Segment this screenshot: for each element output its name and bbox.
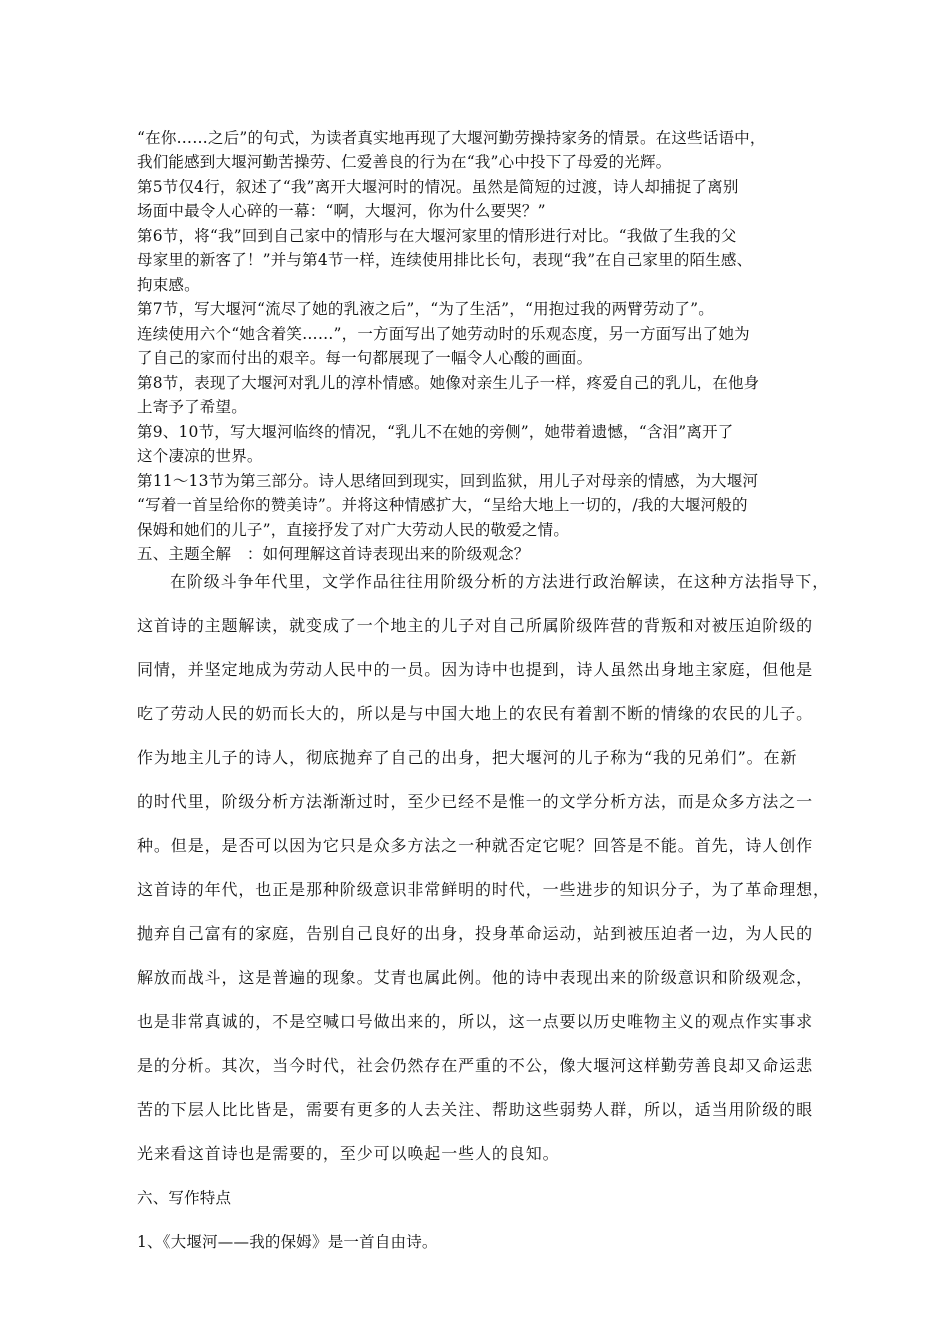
text-line: 拘束感。 bbox=[137, 276, 200, 294]
paragraph-line: 作为地主儿子的诗人，彻底抛弃了自己的出身，把大堰河的儿子称为“我的兄弟们”。在新 bbox=[137, 748, 798, 767]
paragraph-line: 苦的下层人比比皆是，需要有更多的人去关注、帮助这些弱势人群，所以，适当用阶级的眼 bbox=[137, 1100, 814, 1119]
list-item-1: 1、《大堰河——我的保姆》是一首自由诗。 bbox=[137, 1233, 438, 1251]
text-line: 保姆和她们的儿子”，直接抒发了对广大劳动人民的敬爱之情。 bbox=[137, 521, 570, 539]
text-line: 场面中最令人心碎的一幕：“啊，大堰河，你为什么要哭？” bbox=[137, 202, 546, 220]
paragraph-line: 抛弃自己富有的家庭，告别自己良好的出身，投身革命运动，站到被压迫者一边，为人民的 bbox=[137, 924, 814, 943]
paragraph-line: 这首诗的年代，也正是那种阶级意识非常鲜明的时代，一些进步的知识分子，为了革命理想， bbox=[137, 880, 830, 899]
text-line: 上寄予了希望。 bbox=[137, 398, 247, 416]
paragraph-line: 同情，并坚定地成为劳动人民中的一员。因为诗中也提到，诗人虽然出身地主家庭，但他是 bbox=[137, 660, 814, 679]
paragraph-line: 种。但是，是否可以因为它只是众多方法之一种就否定它呢？回答是不能。首先，诗人创作 bbox=[137, 836, 814, 855]
text-line: 第8节，表现了大堰河对乳儿的淳朴情感。她像对亲生儿子一样，疼爱自己的乳儿，在他身 bbox=[137, 374, 760, 392]
paragraph-line: 的时代里，阶级分析方法渐渐过时，至少已经不是惟一的文学分析方法，而是众多方法之一 bbox=[137, 792, 814, 811]
paragraph-line: 吃了劳动人民的奶而长大的，所以是与中国大地上的农民有着割不断的情缘的农民的儿子。 bbox=[137, 704, 814, 723]
section-heading-5: 五、主题全解 ：如何理解这首诗表现出来的阶级观念？ bbox=[137, 545, 530, 563]
paragraph-line: 在阶级斗争年代里，文学作品往往用阶级分析的方法进行政治解读，在这种方法指导下， bbox=[170, 572, 830, 591]
text-line: 连续使用六个“她含着笑……”，一方面写出了她劳动时的乐观态度，另一方面写出了她为 bbox=[137, 325, 750, 343]
paragraph-line: 解放而战斗，这是普遍的现象。艾青也属此例。他的诗中表现出来的阶级意识和阶级观念， bbox=[137, 968, 814, 987]
text-line: 第5节仅4行，叙述了“我”离开大堰河时的情况。虽然是简短的过渡，诗人却捕捉了离别 bbox=[137, 178, 739, 196]
section-heading-6: 六、写作特点 bbox=[137, 1189, 232, 1207]
text-line: 母家里的新客了！”并与第4节一样，连续使用排比长句，表现“我”在自己家里的陌生感、 bbox=[137, 251, 753, 269]
paragraph-line: 这首诗的主题解读，就变成了一个地主的儿子对自己所属阶级阵营的背叛和对被压迫阶级的 bbox=[137, 616, 814, 635]
text-line: 这个凄凉的世界。 bbox=[137, 447, 263, 465]
text-line: 第9、10节，写大堰河临终的情况，“乳儿不在她的旁侧”，她带着遗憾，“含泪”离开了 bbox=[137, 423, 734, 441]
text-line: “在你……之后”的句式，为读者真实地再现了大堰河勤劳操持家务的情景。在这些话语中， bbox=[137, 129, 766, 147]
text-line: 第11～13节为第三部分。诗人思绪回到现实，回到监狱，用儿子对母亲的情感，为大堰河 bbox=[137, 472, 759, 490]
text-line: 第7节，写大堰河“流尽了她的乳液之后”，“为了生活”，“用抱过我的两臂劳动了”。 bbox=[137, 300, 714, 318]
text-line: 了自己的家而付出的艰辛。每一句都展现了一幅令人心酸的画面。 bbox=[137, 349, 593, 367]
paragraph-line: 光来看这首诗也是需要的，至少可以唤起一些人的良知。 bbox=[137, 1144, 560, 1163]
paragraph-line: 是的分析。其次，当今时代，社会仍然存在严重的不公，像大堰河这样勤劳善良却又命运悲 bbox=[137, 1056, 814, 1075]
paragraph-line: 也是非常真诚的，不是空喊口号做出来的，所以，这一点要以历史唯物主义的观点作实事求 bbox=[137, 1012, 814, 1031]
text-line: 第6节，将“我”回到自己家中的情形与在大堰河家里的情形进行对比。“我做了生我的父 bbox=[137, 227, 737, 245]
text-line: 我们能感到大堰河勤苦操劳、仁爱善良的行为在“我”心中投下了母爱的光辉。 bbox=[137, 153, 672, 171]
text-line: “写着一首呈给你的赞美诗”。并将这种情感扩大，“呈给大地上一切的，/我的大堰河般的 bbox=[137, 496, 748, 514]
